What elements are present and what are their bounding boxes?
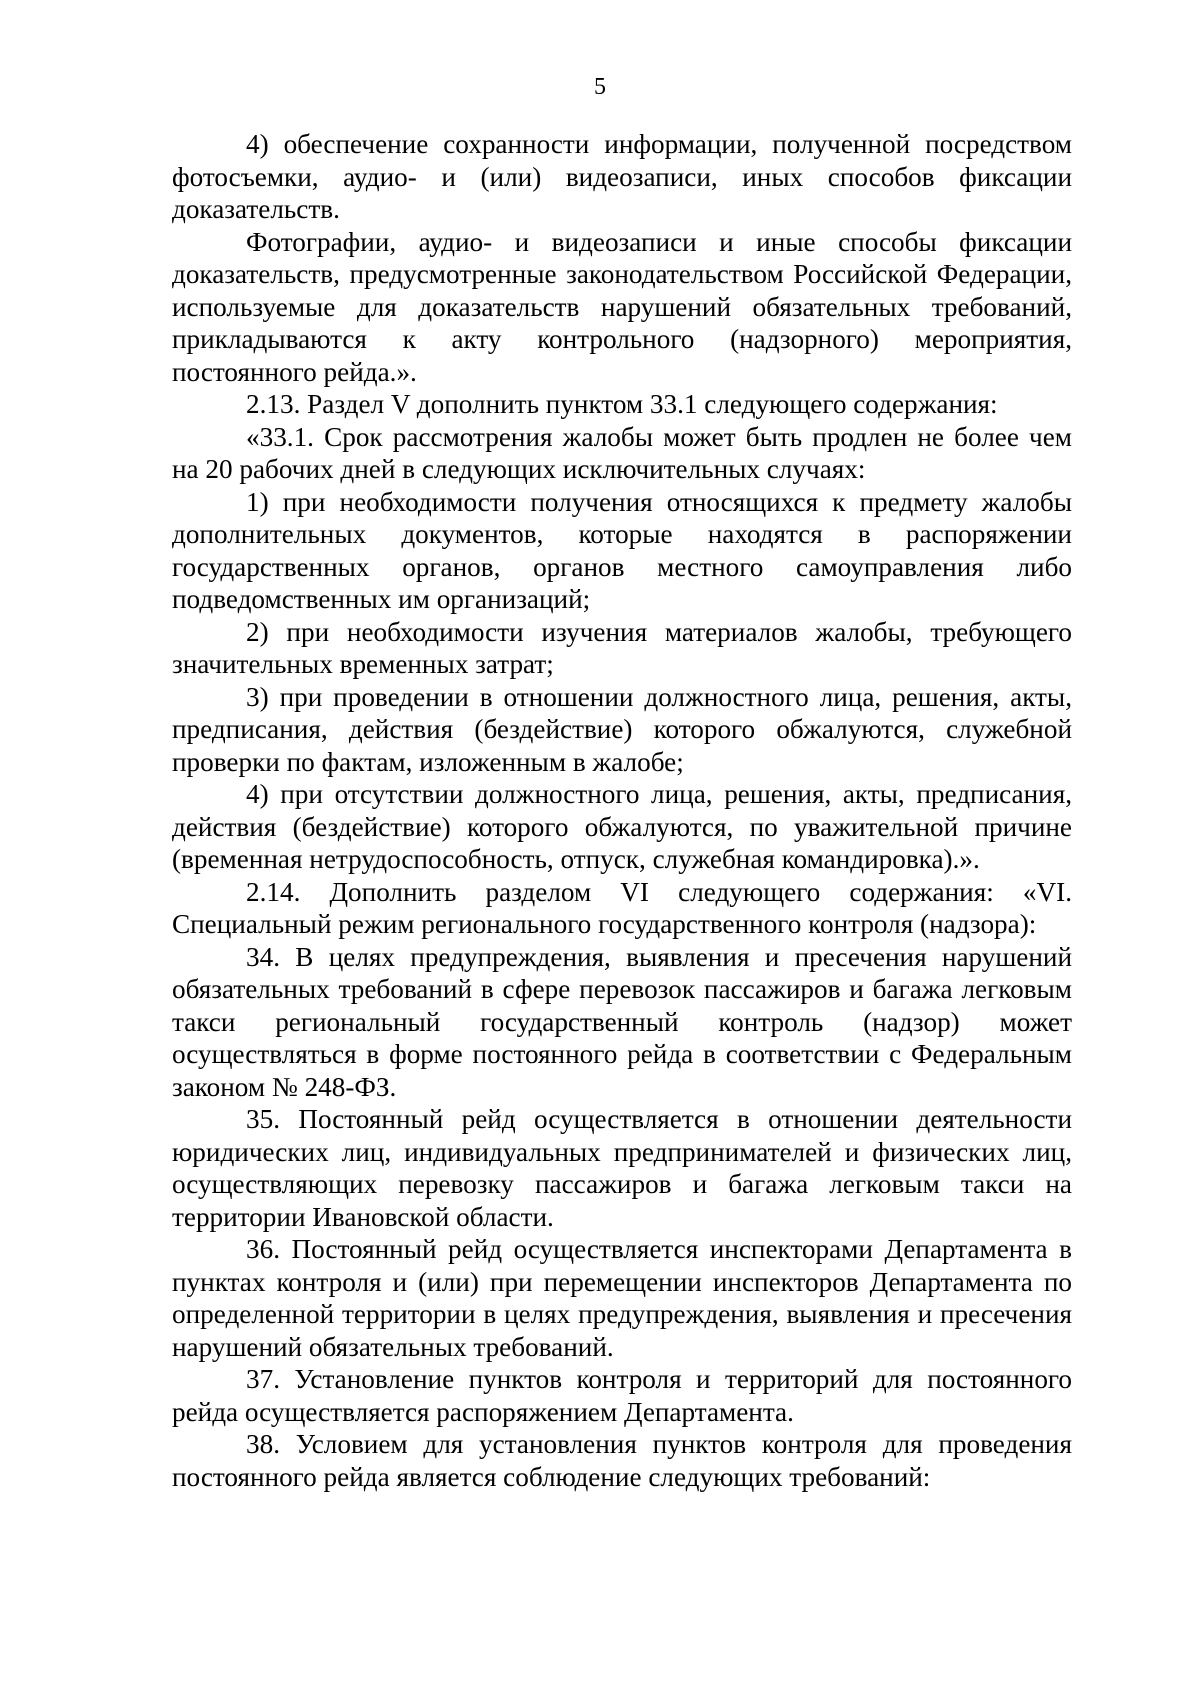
paragraph-clause-37: 37. Установление пунктов контроля и территорий для постоянного рейда осуществляется распоряжением Департамента. [172,1364,1072,1427]
paragraph-case-3: 3) при проведении в отношении должностного лица, решения, акты, предписания, действия (бездействие) которого обжалуются, служебной проверки по фактам, изложенным в жалобе; [172,681,1072,777]
paragraph-case-1: 1) при необходимости получения относящихся к предмету жалобы дополнительных документов, которые находятся в распоряжении государственных органов, органов местного самоуправления либо подведомственных им организаций; [172,486,1072,614]
paragraph-clause-35: 35. Постоянный рейд осуществляется в отношении деятельности юридических лиц, индивидуальных предпринимателей и физических лиц, осуществляющих перевозку пассажиров и багажа легковым такси на территории Ивановской области. [172,1104,1072,1232]
paragraph-clause-34: 34. В целях предупреждения, выявления и пресечения нарушений обязательных требований в сфере перевозок пассажиров и багажа легковым такси региональный государственный контроль (надзор) может осуществляться в форме постоянного рейда в соответствии с Федеральным законом № 248-ФЗ. [172,941,1072,1102]
paragraph-case-4: 4) при отсутствии должностного лица, решения, акты, предписания, действия (бездействие) которого обжалуются, по уважительной причине (временная нетрудоспособность, отпуск, служебная командировка).». [172,779,1072,874]
page-number: 5 [594,74,606,100]
paragraph-evidence-preservation: 4) обеспечение сохранности информации, полученной посредством фотосъемки, аудио- и (или) видеозаписи, иных способов фиксации доказательств. [172,129,1072,224]
paragraph-clause-38: 38. Условием для установления пунктов контроля для проведения постоянного рейда является соблюдение следующих требований: [172,1429,1072,1492]
document-body [172,128,1072,1493]
paragraph-amendment-2-13: 2.13. Раздел V дополнить пунктом 33.1 следующего содержания: [246,389,998,419]
paragraph-amendment-2-14: 2.14. Дополнить разделом VI следующего содержания: «VI. Специальный режим регионального государственного контроля (надзора): [172,876,1072,939]
paragraph-case-2: 2) при необходимости изучения материалов жалобы, требующего значительных временных затрат; [172,616,1072,679]
paragraph-clause-36: 36. Постоянный рейд осуществляется инспекторами Департамента в пунктах контроля и (или) при перемещении инспекторов Департамента по определенной территории в целях предупреждения, выявления и пресечения нарушений обязательных требований. [172,1234,1072,1362]
paragraph-clause-33-1: «33.1. Срок рассмотрения жалобы может быть продлен не более чем на 20 рабочих дней в следующих исключительных случаях: [172,421,1072,484]
paragraph-evidence-attachments: Фотографии, аудио- и видеозаписи и иные способы фиксации доказательств, предусмотренные законодательством Российской Федерации, используемые для доказательств нарушений обязательных требований, прикладываются к акту контрольного (надзорного) мероприятия, постоянного рейда.». [172,226,1072,387]
